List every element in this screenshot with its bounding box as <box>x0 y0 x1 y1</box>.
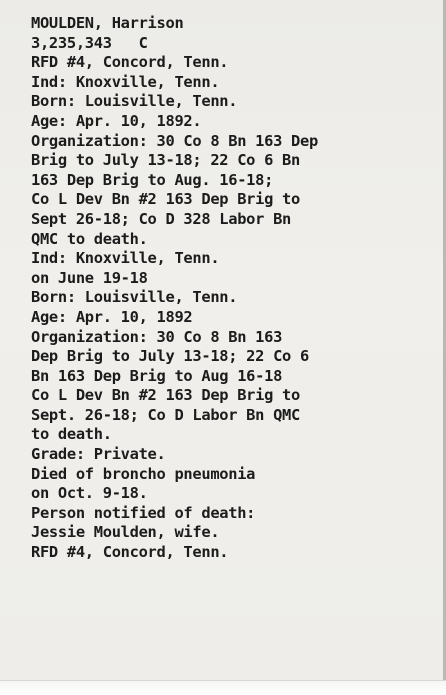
record-name: MOULDEN, Harrison <box>31 14 184 32</box>
card-edge-bottom <box>0 680 446 695</box>
record-age: Age: Apr. 10, 1892. <box>31 111 202 130</box>
record-age-repeat: Age: Apr. 10, 1892 <box>31 307 193 326</box>
record-organization-repeat-line: Sept. 26-18; Co D Labor Bn QMC <box>31 405 300 424</box>
record-born-repeat: Born: Louisville, Tenn. <box>31 288 238 307</box>
record-notified-heading: Person notified of death: <box>31 503 256 522</box>
record-born: Born: Louisville, Tenn. <box>31 92 238 111</box>
record-cause-of-death: Died of broncho pneumonia <box>31 464 256 483</box>
record-organization-repeat-line: to death. <box>31 425 112 444</box>
record-notified-person: Jessie Moulden, wife. <box>31 523 220 542</box>
record-inducted-repeat: Ind: Knoxville, Tenn. <box>31 249 220 268</box>
record-organization-line: Brig to July 13-18; 22 Co 6 Bn <box>31 151 300 170</box>
record-induction-date: on June 19-18 <box>31 268 148 287</box>
record-notified-address: RFD #4, Concord, Tenn. <box>31 543 229 562</box>
record-organization-line: 163 Dep Brig to Aug. 16-18; <box>31 170 274 189</box>
typewritten-record <box>31 14 436 563</box>
record-grade: Grade: Private. <box>31 445 166 464</box>
record-death-date: on Oct. 9-18. <box>31 484 148 503</box>
record-organization-repeat-line: Co L Dev Bn #2 163 Dep Brig to <box>31 386 300 405</box>
record-organization-repeat-line: Bn 163 Dep Brig to Aug 16-18 <box>31 366 283 385</box>
record-inducted: Ind: Knoxville, Tenn. <box>31 72 220 91</box>
record-organization-line: Organization: 30 Co 8 Bn 163 Dep <box>31 131 318 150</box>
record-address: RFD #4, Concord, Tenn. <box>31 53 229 72</box>
record-organization-repeat-line: Organization: 30 Co 8 Bn 163 <box>31 327 283 346</box>
record-serial-number: 3,235,343 C <box>31 33 148 52</box>
record-organization-line: Sept 26-18; Co D 328 Labor Bn <box>31 209 292 228</box>
record-organization-repeat-line: Dep Brig to July 13-18; 22 Co 6 <box>31 347 309 366</box>
record-organization-line: QMC to death. <box>31 229 148 248</box>
record-organization-line: Co L Dev Bn #2 163 Dep Brig to <box>31 190 300 209</box>
